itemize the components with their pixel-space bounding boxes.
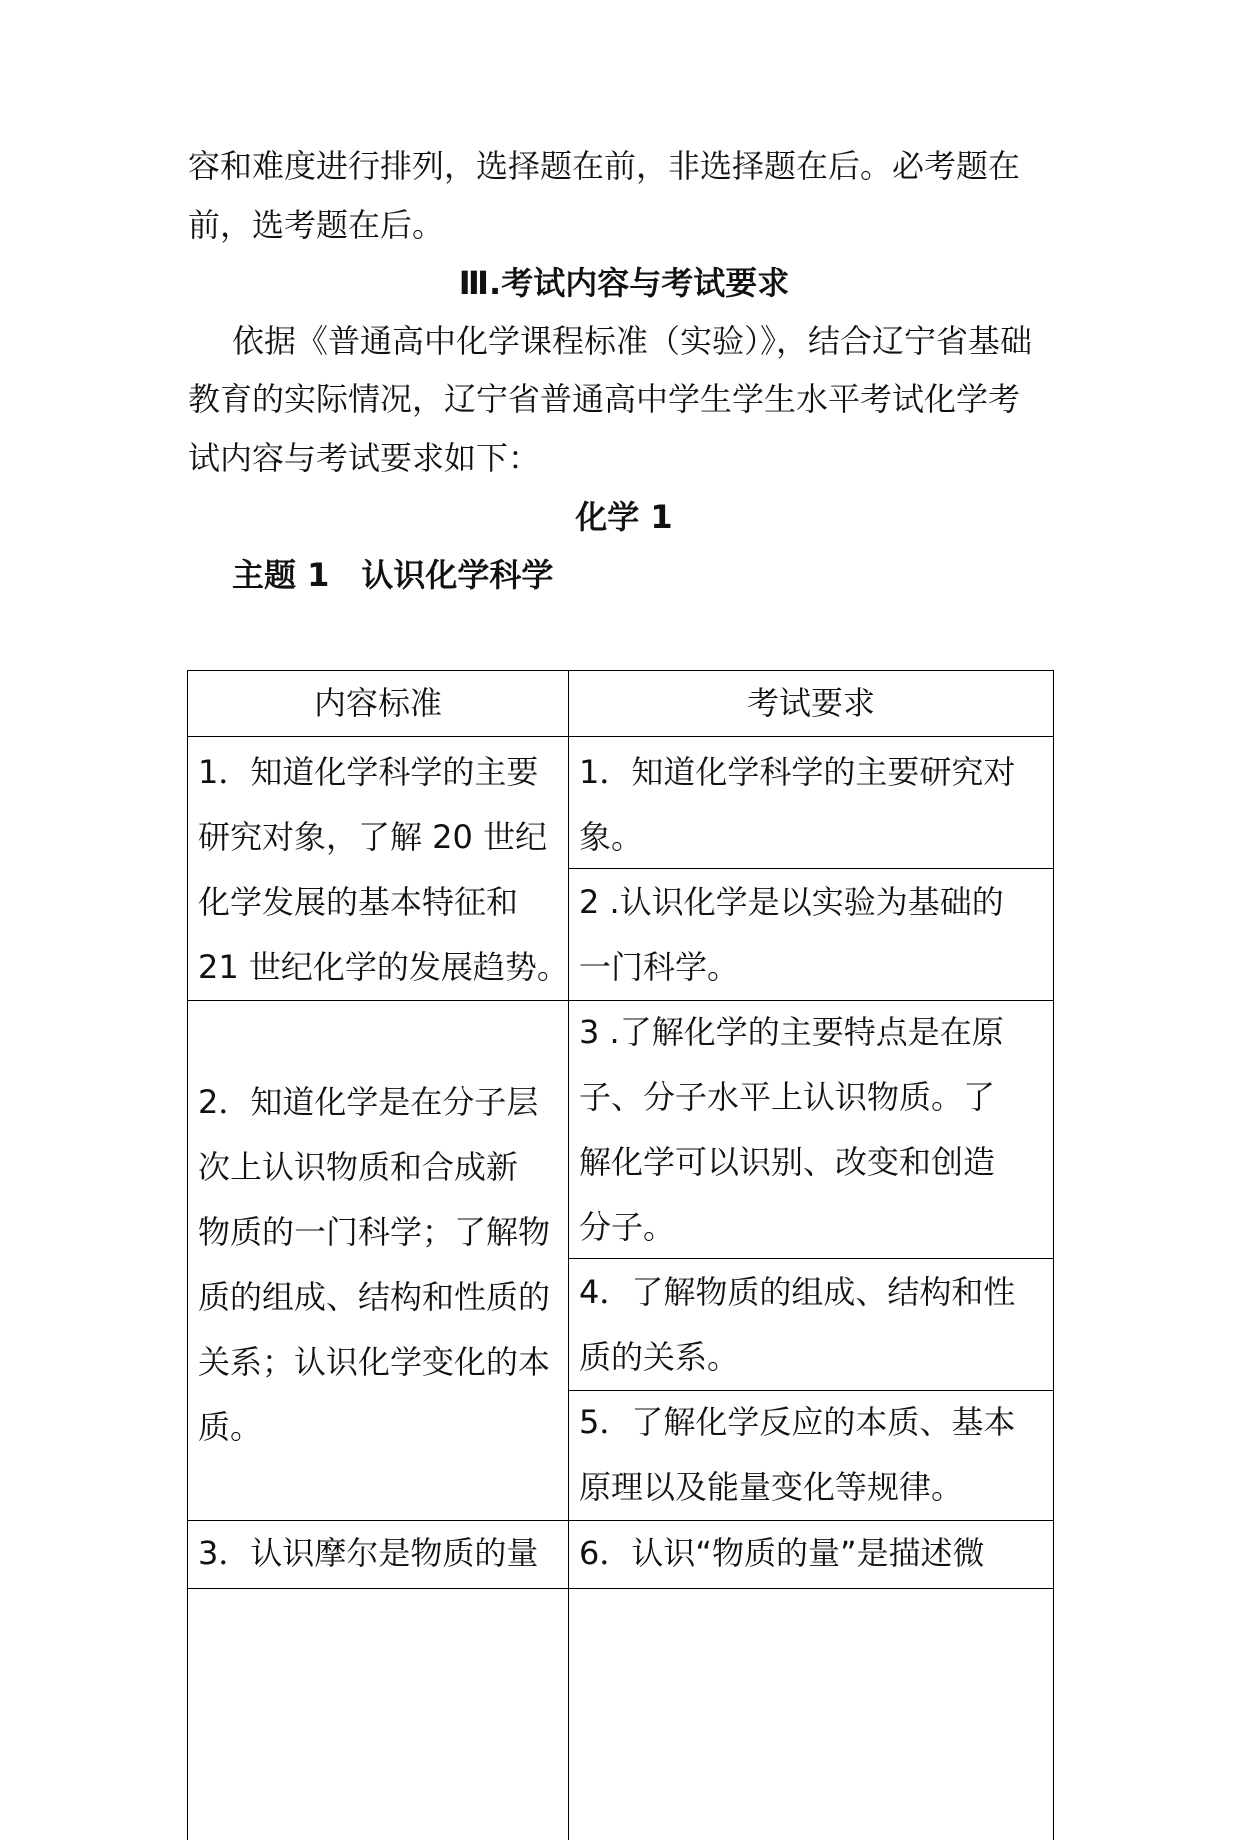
standard-text: 研究对象，了解 20 世纪 xyxy=(198,818,548,856)
requirement-text: 1．知道化学科学的主要研究对 xyxy=(579,753,1016,791)
paragraph-line: 依据《普通高中化学课程标准（实验）》，结合辽宁省基础 xyxy=(232,322,1033,360)
requirement-text: 子、分子水平上认识物质。了 xyxy=(579,1078,996,1116)
standard-text: 次上认识物质和合成新 xyxy=(198,1148,519,1186)
subject-title: 化学 1 xyxy=(575,498,673,536)
requirement-text: 4．了解物质的组成、结构和性 xyxy=(579,1273,1016,1311)
standard-text: 关系；认识化学变化的本 xyxy=(198,1343,551,1381)
intro-line: 容和难度进行排列，选择题在前，非选择题在后。必考题在 xyxy=(188,147,1021,185)
standard-text: 1．知道化学科学的主要 xyxy=(198,753,539,791)
topic-title: 主题 1 认识化学科学 xyxy=(232,556,554,594)
requirement-text: 象。 xyxy=(579,818,644,856)
requirement-text: 质的关系。 xyxy=(579,1338,740,1376)
standard-text: 质的组成、结构和性质的 xyxy=(198,1278,551,1316)
paragraph-line: 教育的实际情况，辽宁省普通高中学生学生水平考试化学考 xyxy=(188,380,1021,418)
paragraph-line: 试内容与考试要求如下： xyxy=(188,439,541,477)
intro-line: 前，选考题在后。 xyxy=(188,206,445,244)
table-header-requirement: 考试要求 xyxy=(746,684,875,722)
requirement-text: 一门科学。 xyxy=(579,948,740,986)
standard-text: 化学发展的基本特征和 xyxy=(198,883,519,921)
standard-text: 物质的一门科学；了解物 xyxy=(198,1213,551,1251)
standard-text: 21 世纪化学的发展趋势。 xyxy=(198,948,569,986)
section-title: Ⅲ.考试内容与考试要求 xyxy=(458,264,790,302)
requirement-text: 原理以及能量变化等规律。 xyxy=(579,1468,964,1506)
requirement-text: 2 .认识化学是以实验为基础的 xyxy=(579,883,1004,921)
standard-text: 3．认识摩尔是物质的量 xyxy=(198,1534,539,1572)
requirement-text: 解化学可以识别、改变和创造 xyxy=(579,1143,996,1181)
requirement-text: 6．认识“物质的量”是描述微 xyxy=(579,1534,985,1572)
table-header-standard: 内容标准 xyxy=(313,684,442,722)
standard-text: 质。 xyxy=(198,1408,263,1446)
standard-text: 2．知道化学是在分子层 xyxy=(198,1083,539,1121)
requirement-text: 3 .了解化学的主要特点是在原 xyxy=(579,1013,1004,1051)
requirement-text: 分子。 xyxy=(579,1208,676,1246)
requirement-text: 5．了解化学反应的本质、基本 xyxy=(579,1403,1016,1441)
